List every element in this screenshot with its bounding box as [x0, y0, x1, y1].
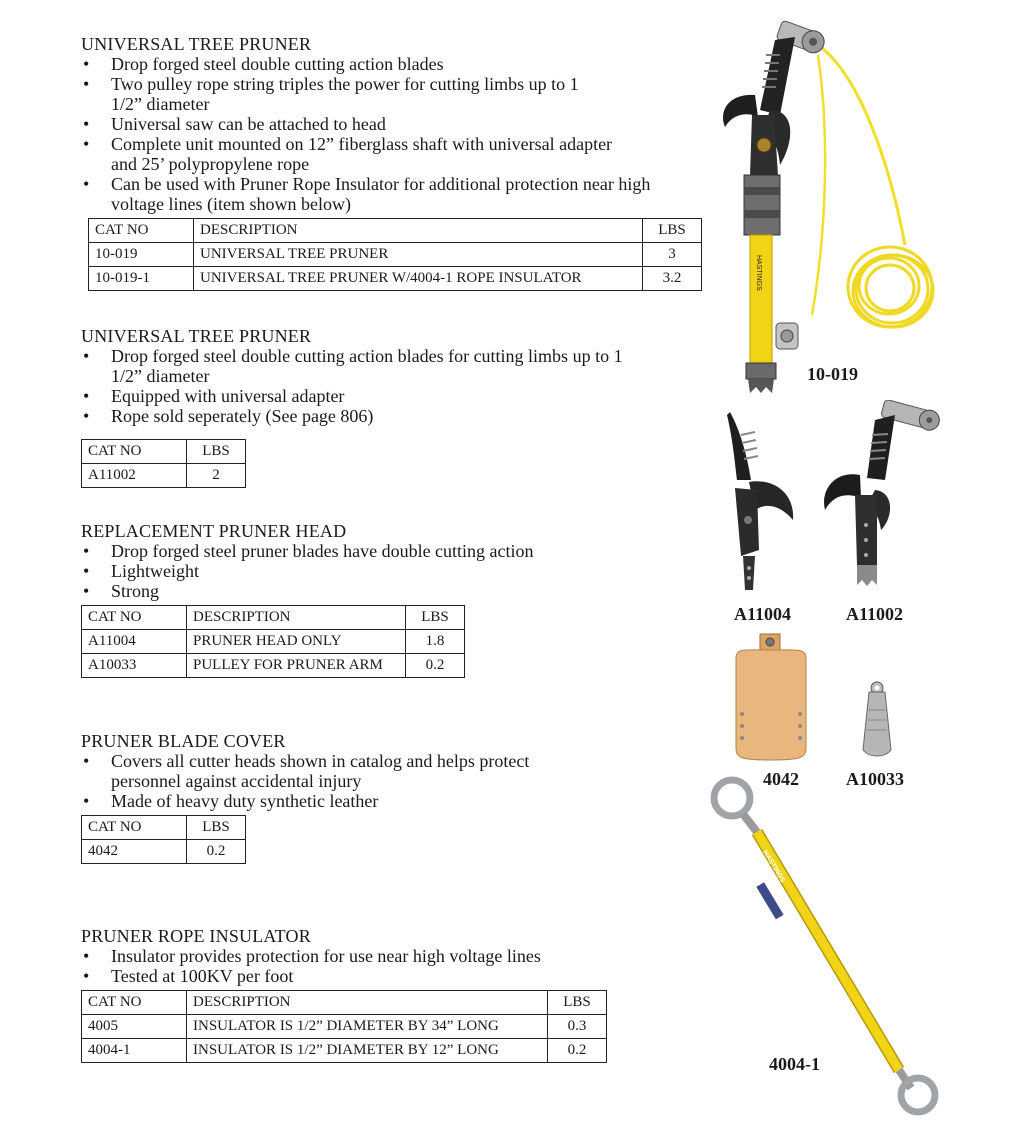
product-label-a11002: A11002 — [846, 604, 904, 624]
table-cell: 4004-1 — [82, 1039, 187, 1063]
table-header: LBS — [187, 816, 246, 840]
table-header: LBS — [187, 440, 246, 464]
product-label-a11004: A11004 — [734, 604, 792, 624]
pruner-head-image — [715, 410, 805, 595]
table-header: DESCRIPTION — [187, 606, 406, 630]
table-cell: 0.3 — [548, 1015, 607, 1039]
table-row — [89, 267, 702, 291]
table-cell: 3.2 — [643, 267, 702, 291]
table-row — [82, 1039, 607, 1063]
table-header: LBS — [548, 991, 607, 1015]
table-row — [82, 840, 246, 864]
bullet-item: • Made of heavy duty synthetic leather — [81, 791, 591, 811]
product-label-10-019: 10-019 — [807, 364, 858, 384]
bullet-item: • Strong — [81, 581, 534, 601]
rope-insulator-image — [705, 770, 950, 1120]
svg-text:HASTINGS: HASTINGS — [755, 255, 762, 291]
pruner-head-with-pulley-image — [815, 400, 955, 595]
section-universal-tree-pruner-head — [81, 326, 631, 488]
bullet-item: • Drop forged steel double cutting action blades — [81, 54, 641, 74]
spec-table — [81, 605, 465, 678]
table-cell: 10-019-1 — [89, 267, 194, 291]
table-cell: UNIVERSAL TREE PRUNER — [194, 243, 643, 267]
bullet-item: • Lightweight — [81, 561, 534, 581]
table-header: CAT NO — [82, 440, 187, 464]
table-header: LBS — [643, 219, 702, 243]
table-header: DESCRIPTION — [194, 219, 643, 243]
table-header: CAT NO — [82, 991, 187, 1015]
table-cell: 4005 — [82, 1015, 187, 1039]
table-cell: INSULATOR IS 1/2” DIAMETER BY 12” LONG — [187, 1039, 548, 1063]
table-header: CAT NO — [89, 219, 194, 243]
section-pruner-rope-insulator — [81, 926, 607, 1063]
table-row — [82, 1015, 607, 1039]
bullet-item: • Drop forged steel double cutting action blades for cutting limbs up to 1 1/2” diameter — [81, 346, 631, 386]
section-title: REPLACEMENT PRUNER HEAD — [81, 521, 347, 541]
section-pruner-blade-cover — [81, 731, 591, 864]
table-cell: 0.2 — [406, 654, 465, 678]
bullet-item: • Universal saw can be attached to head — [81, 114, 641, 134]
table-header: LBS — [406, 606, 465, 630]
insulator-brand-text: HASTINGS — [761, 849, 786, 885]
spec-table — [88, 218, 702, 291]
spec-table — [81, 815, 246, 864]
spec-table — [81, 990, 607, 1063]
table-header: DESCRIPTION — [187, 991, 548, 1015]
bullet-item: • Insulator provides protection for use near high voltage lines — [81, 946, 607, 966]
bullet-item: • Rope sold seperately (See page 806) — [81, 406, 631, 426]
table-cell: 0.2 — [548, 1039, 607, 1063]
product-label-a10033: A10033 — [846, 769, 904, 789]
spec-table — [81, 439, 246, 488]
bullet-item: • Complete unit mounted on 12” fiberglass shaft with universal adapter and 25’ polypropylene rope — [81, 134, 621, 174]
table-row — [82, 654, 465, 678]
table-cell: A10033 — [82, 654, 187, 678]
table-cell: INSULATOR IS 1/2” DIAMETER BY 34” LONG — [187, 1015, 548, 1039]
section-replacement-pruner-head — [81, 521, 534, 678]
blade-cover-image — [730, 630, 812, 765]
table-row — [82, 464, 246, 488]
table-cell: A11002 — [82, 464, 187, 488]
universal-tree-pruner-image — [700, 15, 950, 395]
table-row — [89, 243, 702, 267]
section-universal-tree-pruner — [81, 34, 702, 291]
bullet-item: • Covers all cutter heads shown in catalog and helps protect personnel against accidental injury — [81, 751, 591, 791]
table-cell: 10-019 — [89, 243, 194, 267]
table-row — [82, 630, 465, 654]
table-cell: A11004 — [82, 630, 187, 654]
table-cell: PULLEY FOR PRUNER ARM — [187, 654, 406, 678]
section-title: UNIVERSAL TREE PRUNER — [81, 326, 312, 346]
pulley-image — [855, 680, 900, 760]
table-cell: UNIVERSAL TREE PRUNER W/4004-1 ROPE INSULATOR — [194, 267, 643, 291]
table-header: CAT NO — [82, 606, 187, 630]
bullet-item: • Equipped with universal adapter — [81, 386, 631, 406]
table-cell: 1.8 — [406, 630, 465, 654]
table-cell: PRUNER HEAD ONLY — [187, 630, 406, 654]
bullet-item: • Two pulley rope string triples the power for cutting limbs up to 1 1/2” diameter — [81, 74, 611, 114]
table-cell: 2 — [187, 464, 246, 488]
bullet-item: • Can be used with Pruner Rope Insulator for additional protection near high voltage lines (item shown below) — [81, 174, 651, 214]
section-title: PRUNER ROPE INSULATOR — [81, 926, 311, 946]
table-header: CAT NO — [82, 816, 187, 840]
table-cell: 3 — [643, 243, 702, 267]
section-title: UNIVERSAL TREE PRUNER — [81, 34, 312, 54]
section-title: PRUNER BLADE COVER — [81, 731, 286, 751]
table-cell: 4042 — [82, 840, 187, 864]
table-cell: 0.2 — [187, 840, 246, 864]
bullet-item: • Drop forged steel pruner blades have double cutting action — [81, 541, 534, 561]
product-label-4042: 4042 — [763, 769, 799, 789]
bullet-item: • Tested at 100KV per foot — [81, 966, 607, 986]
product-label-4004-1: 4004-1 — [769, 1054, 820, 1074]
